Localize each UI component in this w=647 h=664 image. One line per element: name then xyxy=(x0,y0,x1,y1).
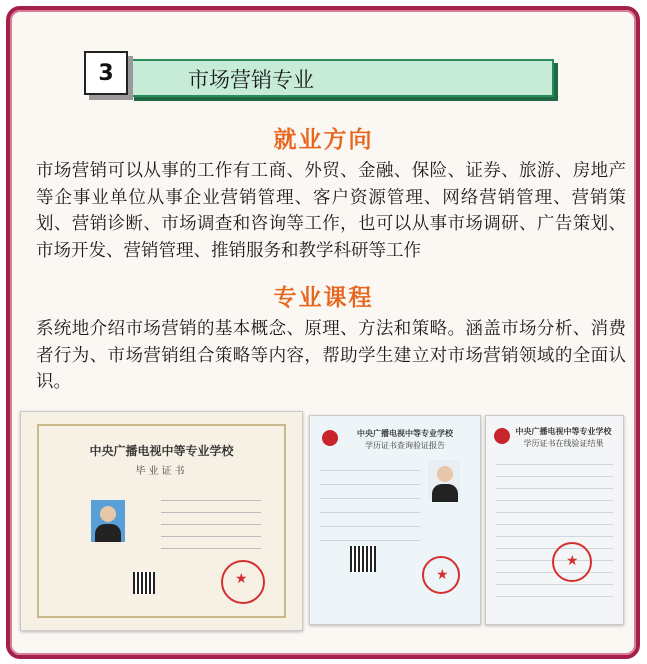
info-row xyxy=(496,466,613,477)
header-title: 市场营销专业 xyxy=(188,68,314,92)
qr-code xyxy=(350,546,376,572)
text-line xyxy=(161,536,261,537)
info-row xyxy=(320,488,420,499)
info-row xyxy=(496,538,613,549)
diploma-school: 中央广播电视中等专业学校 xyxy=(89,444,234,458)
qr-code xyxy=(133,572,155,594)
info-row xyxy=(496,502,613,513)
certificate-photos xyxy=(20,409,626,631)
diploma-image xyxy=(20,411,303,631)
section-header xyxy=(84,51,554,99)
report-school: 中央广播电视中等专业学校 xyxy=(357,429,453,438)
result-school: 中央广播电视中等专业学校 xyxy=(515,427,612,436)
text-line xyxy=(161,548,261,549)
diploma-title: 毕业证书 xyxy=(135,466,188,477)
section-number: 3 xyxy=(84,51,128,95)
header-bar xyxy=(130,59,554,97)
student-photo xyxy=(91,500,125,542)
course-text: 系统地介绍市场营销的基本概念、原理、方法和策略。涵盖市场分析、消费者行为、市场营销组合策略等内容，帮助学生建立对市场营销领域的全面认识。 xyxy=(36,319,626,392)
info-row xyxy=(496,454,613,465)
info-row xyxy=(496,514,613,525)
text-line xyxy=(161,500,261,501)
info-row xyxy=(496,478,613,489)
info-row xyxy=(496,490,613,501)
red-seal xyxy=(221,560,265,604)
info-row xyxy=(320,502,420,513)
red-seal xyxy=(422,556,460,594)
info-row xyxy=(496,526,613,537)
info-row xyxy=(320,516,420,527)
verification-result-image xyxy=(485,415,624,625)
verification-report-image xyxy=(309,415,481,625)
text-line xyxy=(161,524,261,525)
text-line xyxy=(161,512,261,513)
employment-title: 就业方向 xyxy=(273,127,374,153)
student-photo xyxy=(428,460,460,500)
info-row xyxy=(496,574,613,585)
employment-text: 市场营销可以从事的工作有工商、外贸、金融、保险、证券、旅游、房地产等企事业单位从事企业营销管理、客户资源管理、网络营销管理、营销策划、营销诊断、市场调查和咨询等工作，也可以从事市场调研、广告策划、市场开发、营销管理、推销服务和教学科研等工作 xyxy=(36,161,626,261)
info-row xyxy=(320,474,420,485)
result-title: 学历证书在线验证结果 xyxy=(523,439,604,448)
info-row xyxy=(320,460,420,471)
info-row xyxy=(496,586,613,597)
red-seal xyxy=(552,542,592,582)
info-row xyxy=(320,530,420,541)
course-title: 专业课程 xyxy=(273,285,374,311)
report-title: 学历证书查询验证报告 xyxy=(365,441,445,450)
